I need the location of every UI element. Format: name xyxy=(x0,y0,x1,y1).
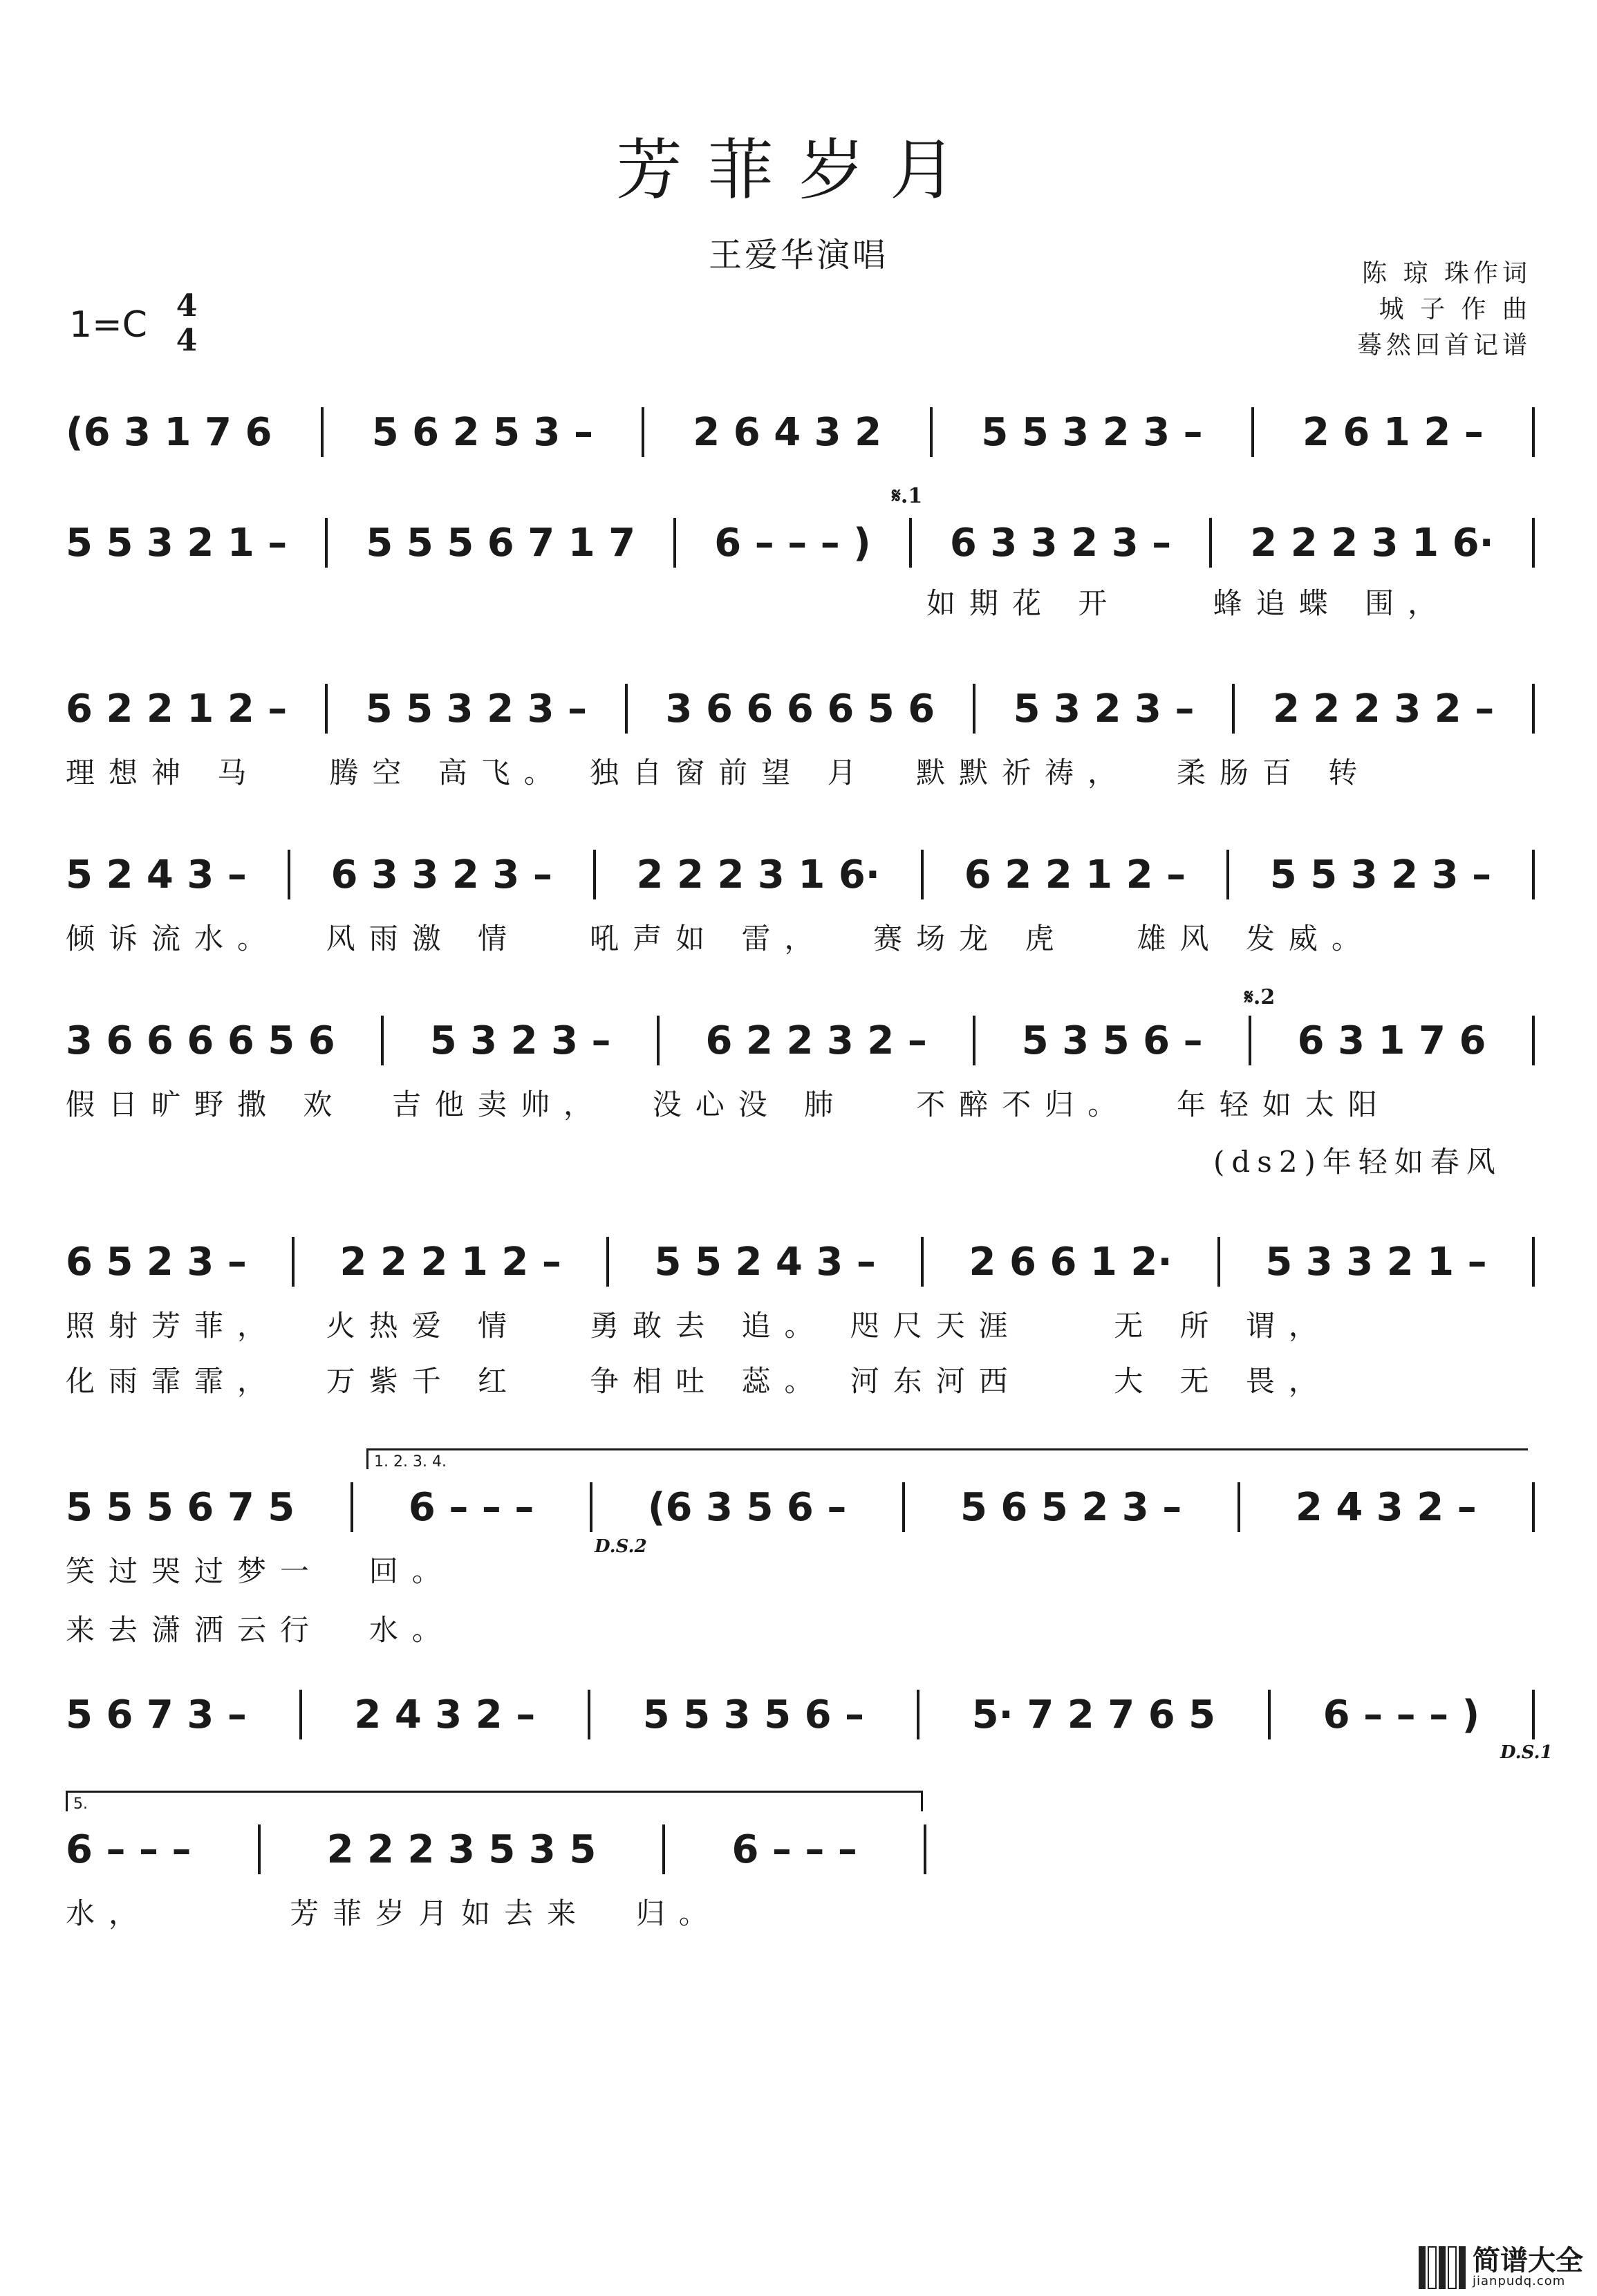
barline xyxy=(1232,684,1235,734)
barline xyxy=(1238,1482,1240,1532)
barline xyxy=(1532,1482,1535,1532)
measure: 5 6 2 5 3 – xyxy=(371,409,593,455)
barline xyxy=(1226,850,1229,899)
measure: 6 2 2 3 2 – xyxy=(705,1018,927,1063)
time-denominator: 4 xyxy=(176,323,198,358)
final-barline xyxy=(924,1824,926,1874)
watermark xyxy=(1419,2246,1583,2289)
composer: 城 子 作 曲 xyxy=(1379,295,1531,324)
staff-line-4 xyxy=(66,847,1535,902)
piano-keys-icon xyxy=(1419,2246,1466,2289)
barline xyxy=(1532,407,1535,457)
volta-bracket-1: 1. 2. 3. 4. xyxy=(366,1448,1528,1469)
measure: 2 6 4 3 2 xyxy=(693,409,882,455)
staff-line-6 xyxy=(66,1234,1535,1289)
measure: 5 6 5 2 3 – xyxy=(960,1484,1182,1530)
barline xyxy=(1532,518,1535,568)
measure: 6 2 2 1 2 – xyxy=(964,852,1186,897)
measure: 6 – – – xyxy=(731,1827,857,1872)
measure: 3 6 6 6 6 5 6 xyxy=(665,686,935,731)
barline xyxy=(1268,1690,1271,1739)
dal-segno-1: D.S.1 xyxy=(1500,1742,1553,1763)
barline xyxy=(625,684,628,734)
song-title: 芳菲岁月 xyxy=(616,131,981,209)
barline xyxy=(973,1016,975,1065)
barline xyxy=(642,407,644,457)
time-numerator: 4 xyxy=(176,288,198,324)
barline xyxy=(381,1016,384,1065)
measure: 5 3 3 2 1 – xyxy=(1265,1239,1487,1285)
barline xyxy=(1217,1237,1220,1287)
lyric-line-2: 如期花 开 蜂追蝶 围， xyxy=(926,586,1451,620)
performer: 王爱华演唱 xyxy=(708,236,888,274)
measure: 5 5 2 4 3 – xyxy=(654,1239,876,1285)
measure: 2 4 3 2 – xyxy=(354,1692,536,1737)
staff-line-3 xyxy=(66,681,1535,736)
volta-bracket-2: 5. xyxy=(66,1791,923,1811)
barline xyxy=(662,1824,665,1874)
measure: 5 3 2 3 – xyxy=(1013,686,1195,731)
barline xyxy=(673,518,676,568)
lyric-line-6-verse2: 化雨霏霏， 万紫千 红 争相吐 蕊。 河东河西 大 无 畏， xyxy=(66,1364,1332,1398)
measure: 2 4 3 2 – xyxy=(1295,1484,1477,1530)
measure: 5 5 3 2 3 – xyxy=(981,409,1203,455)
segno-1: 𝄋.1 xyxy=(892,484,923,508)
measure: 5 2 4 3 – xyxy=(66,852,247,897)
barline xyxy=(1532,684,1535,734)
measure: 5 3 5 6 – xyxy=(1021,1018,1203,1063)
barline xyxy=(1532,1016,1535,1065)
barline xyxy=(921,850,924,899)
measure: 5 6 7 3 – xyxy=(66,1692,247,1737)
segno-2: 𝄋.2 xyxy=(1244,985,1276,1009)
lyric-line-7-verse2: 来去潇洒云行 水。 xyxy=(66,1613,455,1647)
measure: 2 6 1 2 – xyxy=(1302,409,1484,455)
watermark-url: jianpudq.com xyxy=(1473,2274,1566,2288)
measure: (6 3 5 6 – xyxy=(647,1484,847,1530)
transcriber: 蓦然回首记谱 xyxy=(1356,331,1531,360)
watermark-name: 简谱大全 xyxy=(1473,2245,1583,2277)
lyric-line-5-verse2: (ds2)年轻如春风 xyxy=(1213,1145,1502,1179)
measure: 6 – – – ) xyxy=(1323,1692,1480,1737)
barline xyxy=(606,1237,609,1287)
barline xyxy=(902,1482,905,1532)
measure: 3 6 6 6 6 5 6 xyxy=(66,1018,335,1063)
measure: 5 5 3 2 3 – xyxy=(365,686,588,731)
barline xyxy=(657,1016,660,1065)
barline xyxy=(1251,407,1254,457)
measure: 5· 7 2 7 6 5 xyxy=(971,1692,1216,1737)
measure: 5 5 3 2 3 – xyxy=(1269,852,1492,897)
lyric-line-9: 水， 芳菲岁月如去来 归。 xyxy=(66,1896,722,1930)
time-signature xyxy=(173,289,200,358)
barline xyxy=(588,1690,590,1739)
barline xyxy=(917,1690,919,1739)
repeat-end-barline xyxy=(590,1482,592,1532)
staff-line-8 xyxy=(66,1687,1535,1742)
barline xyxy=(593,850,596,899)
measure: 2 6 6 1 2· xyxy=(969,1239,1173,1285)
barline xyxy=(288,850,290,899)
staff-line-9 xyxy=(66,1822,926,1877)
lyric-line-6-verse1: 照射芳菲， 火热爱 情 勇敢去 追。 咫尺天涯 无 所 谓， xyxy=(66,1309,1332,1343)
double-barline xyxy=(909,518,912,568)
measure: 5 5 5 6 7 5 xyxy=(66,1484,295,1530)
staff-line-5 xyxy=(66,1013,1535,1068)
lyricist: 陈 琼 珠作词 xyxy=(1362,259,1531,288)
measure: (6 3 1 7 6 xyxy=(66,409,272,455)
lyric-line-7-verse1: 笑过哭过梦一 回。 xyxy=(66,1554,455,1588)
staff-line-1 xyxy=(66,404,1535,460)
measure: 5 3 2 3 – xyxy=(429,1018,611,1063)
barline xyxy=(1532,1237,1535,1287)
measure: 6 5 2 3 – xyxy=(66,1239,247,1285)
barline xyxy=(1532,850,1535,899)
lyric-line-4: 倾诉流水。 风雨激 情 吼声如 雷， 赛场龙 虎 雄风 发威。 xyxy=(66,922,1374,955)
barline xyxy=(321,407,324,457)
measure: 2 2 2 1 2 – xyxy=(339,1239,561,1285)
measure: 6 2 2 1 2 – xyxy=(66,686,288,731)
credits xyxy=(1357,256,1531,364)
barline xyxy=(325,684,328,734)
lyric-line-5: 假日旷野撒 欢 吉他卖帅， 没心没 肺 不醉不归。 年轻如太阳 xyxy=(66,1088,1391,1121)
barline xyxy=(921,1237,924,1287)
measure: 5 5 5 6 7 1 7 xyxy=(366,520,636,566)
measure: 2 2 2 3 5 3 5 xyxy=(326,1827,597,1872)
measure: 5 5 3 2 1 – xyxy=(66,520,288,566)
barline xyxy=(973,684,975,734)
measure: 6 – – – ) xyxy=(714,520,871,566)
measure: 2 2 2 3 1 6· xyxy=(1250,520,1494,566)
measure: 6 3 3 2 3 – xyxy=(330,852,552,897)
measure: 2 2 2 3 1 6· xyxy=(636,852,881,897)
barline xyxy=(351,1482,353,1532)
barline xyxy=(930,407,933,457)
measure: 6 – – – xyxy=(66,1827,192,1872)
key-signature: 1=C xyxy=(69,304,147,346)
double-barline xyxy=(1532,1690,1535,1739)
barline xyxy=(258,1824,261,1874)
measure: 5 5 3 5 6 – xyxy=(642,1692,865,1737)
lyric-line-3: 理想神 马 腾空 高飞。 独自窗前望 月 默默祈祷， 柔肠百 转 xyxy=(66,756,1372,790)
barline xyxy=(292,1237,295,1287)
barline xyxy=(1209,518,1212,568)
staff-line-7 xyxy=(66,1480,1535,1535)
measure: 6 3 1 7 6 xyxy=(1297,1018,1486,1063)
repeat-start-barline xyxy=(1249,1016,1251,1065)
barline xyxy=(299,1690,302,1739)
measure: 2 2 2 3 2 – xyxy=(1272,686,1495,731)
measure: 6 3 3 2 3 – xyxy=(949,520,1172,566)
barline xyxy=(325,518,328,568)
dal-segno-2: D.S.2 xyxy=(595,1536,647,1557)
measure: 6 – – – xyxy=(408,1484,534,1530)
staff-line-2 xyxy=(66,515,1535,570)
